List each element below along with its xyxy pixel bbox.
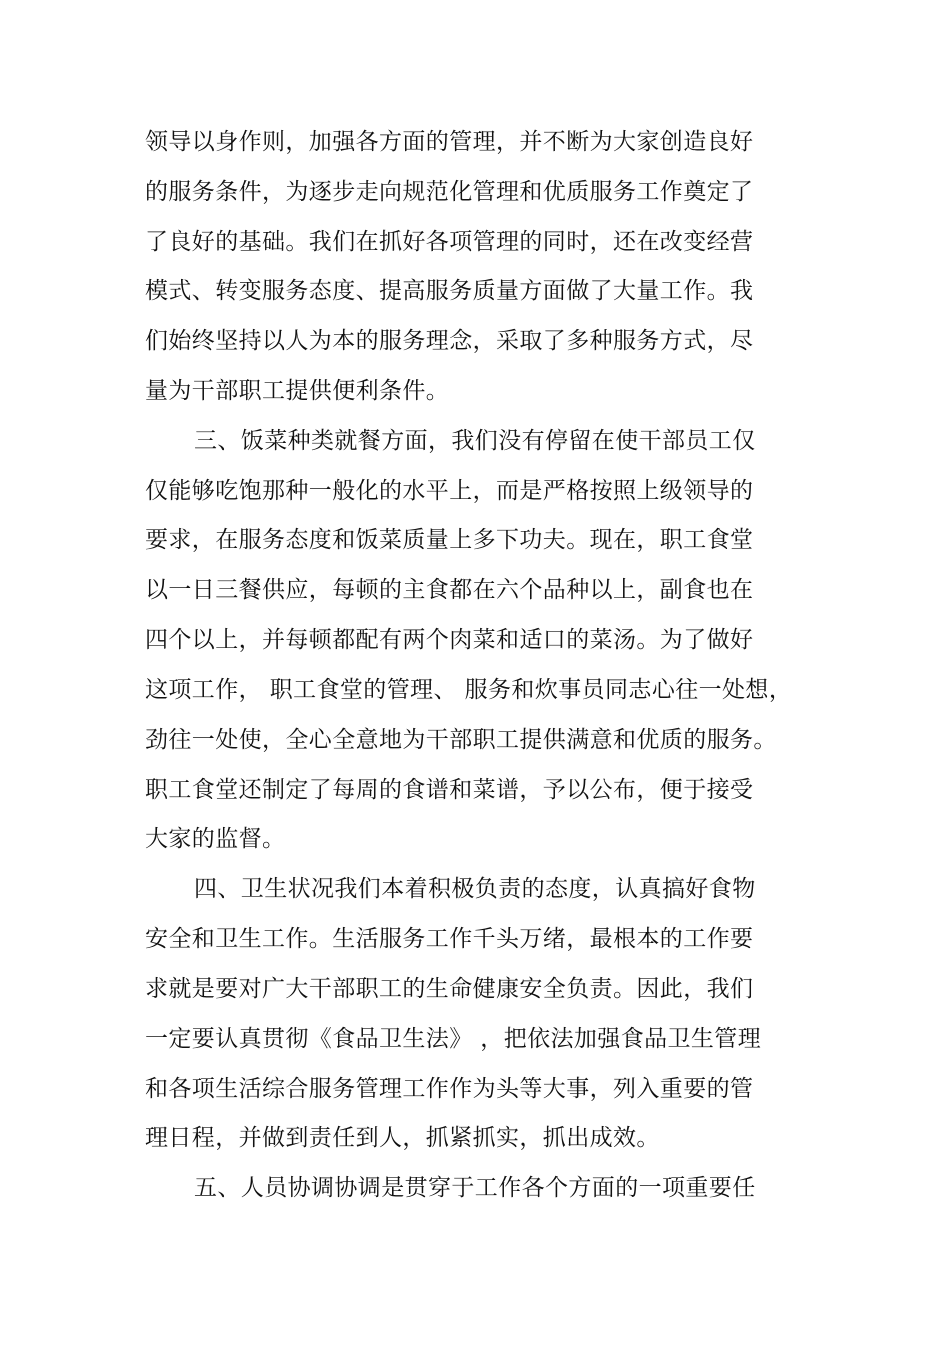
- text-line: 量为干部职工提供便利条件。: [145, 378, 450, 404]
- paragraph-heading-line: 五、人员协调协调是贯穿于工作各个方面的一项重要任: [194, 1175, 756, 1201]
- text-line: 们始终坚持以人为本的服务理念，采取了多种服务方式，尽: [145, 328, 754, 354]
- text-line: 求就是要对广大干部职工的生命健康安全负责。因此，我们: [145, 976, 754, 1002]
- text-line: 劲往一处使，全心全意地为干部职工提供满意和优质的服务。: [145, 727, 777, 753]
- text-line: 四个以上，并每顿都配有两个肉菜和适口的菜汤。为了做好: [145, 627, 754, 653]
- text-line: 和各项生活综合服务管理工作作为头等大事，列入重要的管: [145, 1076, 754, 1102]
- text-line: 大家的监督。: [145, 826, 286, 852]
- text-line: 的服务条件，为逐步走向规范化管理和优质服务工作奠定了: [145, 179, 754, 205]
- text-line: 模式、转变服务态度、提高服务质量方面做了大量工作。我: [145, 278, 754, 304]
- text-line: 要求，在服务态度和饭菜质量上多下功夫。现在，职工食堂: [145, 527, 754, 553]
- text-line: 以一日三餐供应，每顿的主食都在六个品种以上，副食也在: [145, 577, 754, 603]
- paragraph-heading-line: 四、卫生状况我们本着积极负责的态度，认真搞好食物: [194, 876, 756, 902]
- text-line: 仅能够吃饱那种一般化的水平上，而是严格按照上级领导的: [145, 478, 754, 504]
- paragraph-heading-line: 三、饭菜种类就餐方面，我们没有停留在使干部员工仅: [194, 428, 756, 454]
- text-line: 安全和卫生工作。生活服务工作千头万绪，最根本的工作要: [145, 926, 754, 952]
- text-line: 一定要认真贯彻《食品卫生法》 ，把依法加强食品卫生管理: [145, 1026, 762, 1052]
- text-line: 了良好的基础。我们在抓好各项管理的同时，还在改变经营: [145, 229, 754, 255]
- text-line: 职工食堂还制定了每周的食谱和菜谱，予以公布，便于接受: [145, 777, 754, 803]
- text-line: 理日程，并做到责任到人，抓紧抓实，抓出成效。: [145, 1125, 660, 1151]
- text-line: 领导以身作则，加强各方面的管理，并不断为大家创造良好: [145, 129, 754, 155]
- text-line: 这项工作， 职工食堂的管理、 服务和炊事员同志心往一处想，: [145, 677, 793, 703]
